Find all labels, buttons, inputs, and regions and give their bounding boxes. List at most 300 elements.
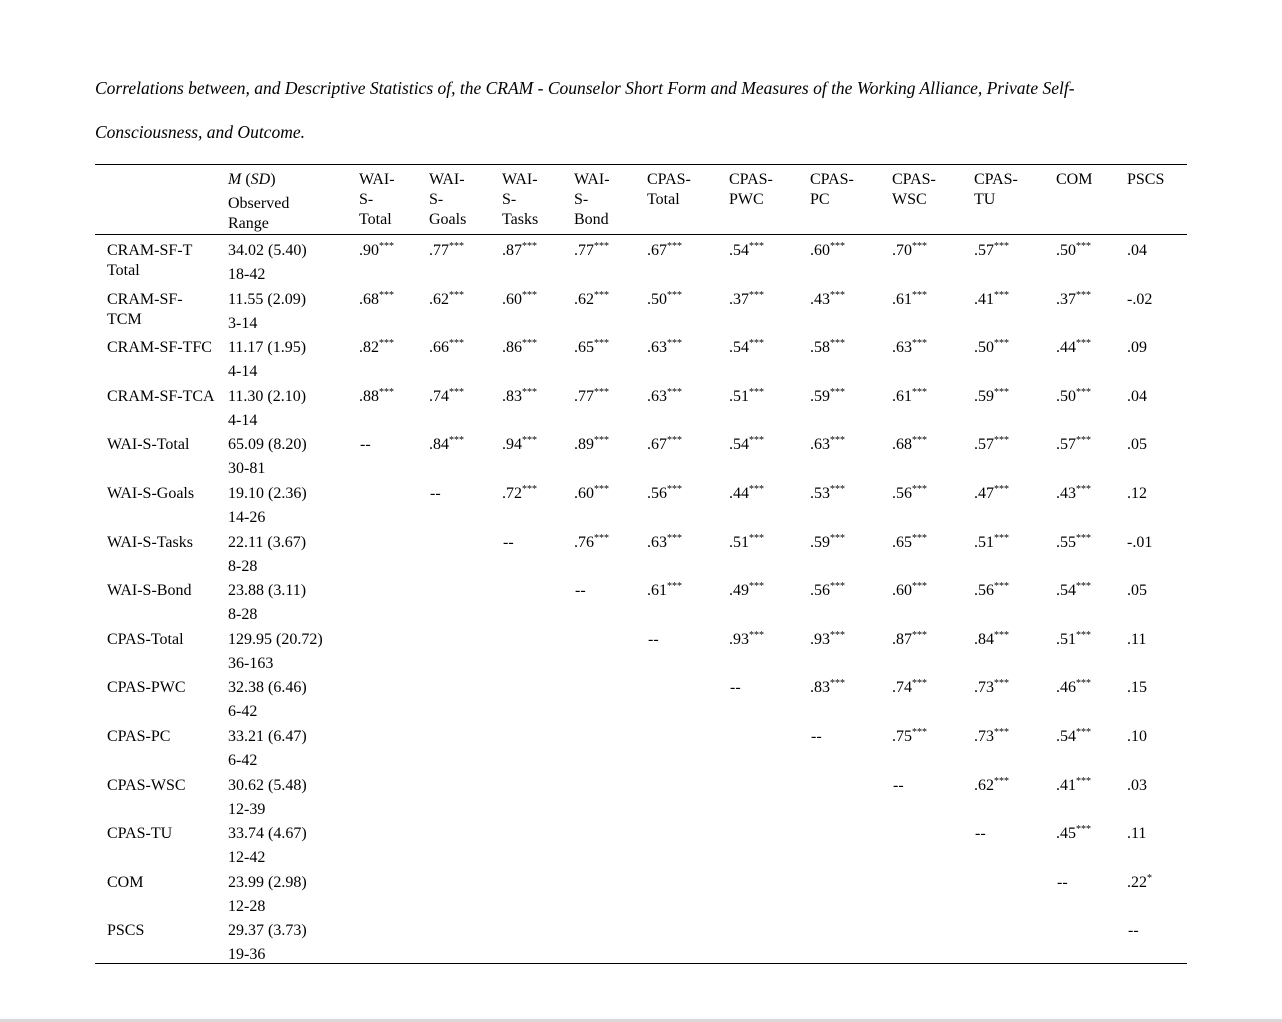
table-row xyxy=(0,630,1282,678)
correlation-value: .22 xyxy=(1127,873,1147,891)
correlation-cell xyxy=(502,484,537,504)
descriptive-stats xyxy=(228,727,307,771)
correlation-cell xyxy=(1127,824,1146,844)
correlation-cell xyxy=(647,290,682,310)
correlation-value: .45 xyxy=(1056,825,1076,843)
correlation-value: .67 xyxy=(647,242,667,259)
correlation-cell xyxy=(1127,630,1146,650)
correlation-value: .68 xyxy=(892,436,912,454)
correlation-cell xyxy=(810,338,845,358)
descriptive-stats xyxy=(228,581,306,625)
correlation-value: -- xyxy=(1128,922,1139,940)
correlation-value: -- xyxy=(360,436,371,454)
correlation-value: .67 xyxy=(647,436,667,454)
significance-marker: *** xyxy=(522,338,537,350)
table-row xyxy=(0,776,1282,824)
significance-marker: *** xyxy=(522,435,537,447)
row-label: CPAS-Total xyxy=(107,630,184,648)
correlation-value: .65 xyxy=(574,339,594,357)
correlation-cell xyxy=(974,435,1009,455)
correlation-cell xyxy=(574,533,609,553)
sd-symbol: SD xyxy=(250,171,271,188)
correlation-cell xyxy=(893,776,904,796)
correlation-cell xyxy=(1056,387,1091,407)
significance-marker: *** xyxy=(667,581,682,593)
significance-marker: *** xyxy=(830,386,845,398)
row-label: PSCS xyxy=(107,922,145,940)
significance-marker: *** xyxy=(667,338,682,350)
correlation-cell xyxy=(1056,824,1091,844)
significance-marker: *** xyxy=(912,435,927,447)
correlation-cell xyxy=(892,241,927,261)
correlation-cell xyxy=(892,727,927,747)
correlation-cell xyxy=(729,630,764,650)
correlation-cell xyxy=(574,484,609,504)
table-row xyxy=(0,581,1282,629)
observed-range-value: 12-28 xyxy=(228,897,266,915)
significance-marker: *** xyxy=(449,338,464,350)
correlation-value: .03 xyxy=(1127,776,1147,794)
significance-marker: *** xyxy=(1076,532,1091,544)
caption-line-2: Consciousness, and Outcome. xyxy=(95,122,305,142)
correlation-value: .59 xyxy=(810,533,830,551)
correlation-cell xyxy=(729,241,764,261)
correlation-value: .53 xyxy=(810,485,830,502)
correlation-value: .54 xyxy=(729,242,749,259)
correlation-cell xyxy=(892,387,927,407)
significance-marker: *** xyxy=(830,435,845,447)
descriptive-stats xyxy=(228,678,307,722)
caption-line-1: Correlations between, and Descriptive Statistics of, the CRAM - Counselor Short Form and Measures of the Working Alliance, Private Self- xyxy=(95,78,1075,98)
column-header-text: WAI- xyxy=(429,171,465,188)
significance-marker: *** xyxy=(994,727,1009,738)
mean-sd-value: 33.21 (6.47) xyxy=(228,728,307,745)
significance-marker: *** xyxy=(830,581,845,593)
correlation-cell xyxy=(1128,921,1139,941)
correlation-value: .55 xyxy=(1056,533,1076,551)
descriptive-stats xyxy=(228,921,307,965)
table-row xyxy=(0,387,1282,435)
correlation-value: .58 xyxy=(810,339,830,357)
correlation-cell xyxy=(729,484,764,504)
correlation-cell xyxy=(359,338,394,358)
significance-marker: *** xyxy=(994,386,1009,398)
row-label: WAI-S-Tasks xyxy=(107,533,193,551)
correlation-value: .61 xyxy=(892,290,912,308)
correlation-cell xyxy=(892,678,927,698)
correlation-value: .37 xyxy=(729,290,749,308)
significance-marker: *** xyxy=(449,435,464,447)
correlation-cell xyxy=(647,435,682,455)
correlation-cell xyxy=(810,387,845,407)
observed-range-value: 6-42 xyxy=(228,703,258,721)
significance-marker: *** xyxy=(994,581,1009,593)
correlation-cell xyxy=(974,338,1009,358)
column-header-text: WAI- xyxy=(502,171,538,188)
significance-marker: *** xyxy=(667,241,682,252)
correlation-value: .11 xyxy=(1127,630,1147,648)
row-label: CPAS-WSC xyxy=(107,776,186,794)
significance-marker: *** xyxy=(994,241,1009,252)
correlation-cell xyxy=(647,533,682,553)
row-label: CRAM-SF-TFC xyxy=(107,339,212,357)
column-header-text: PWC xyxy=(729,191,764,208)
column-header xyxy=(647,170,691,210)
correlation-value: .09 xyxy=(1127,339,1147,357)
significance-marker: *** xyxy=(667,435,682,447)
table-row xyxy=(0,921,1282,969)
correlation-value: .44 xyxy=(1056,339,1076,357)
significance-marker: *** xyxy=(379,241,394,252)
correlation-cell xyxy=(502,435,537,455)
correlation-cell xyxy=(1127,290,1152,310)
correlation-value: .57 xyxy=(974,242,994,259)
significance-marker: *** xyxy=(594,241,609,252)
significance-marker: *** xyxy=(379,386,394,398)
correlation-value: .63 xyxy=(647,339,667,357)
observed-range-value: 4-14 xyxy=(228,411,258,429)
correlation-cell xyxy=(647,581,682,601)
row-label: WAI-S-Total xyxy=(107,436,190,454)
correlation-value: -.01 xyxy=(1127,533,1153,551)
significance-marker: *** xyxy=(830,241,845,252)
significance-marker: *** xyxy=(830,629,845,641)
column-header-text: CPAS- xyxy=(810,171,854,188)
correlation-cell xyxy=(429,435,464,455)
correlation-value: .56 xyxy=(892,485,912,502)
significance-marker: *** xyxy=(594,386,609,398)
correlation-value: .59 xyxy=(974,387,994,405)
significance-marker: *** xyxy=(749,435,764,447)
mean-sd-value: 22.11 (3.67) xyxy=(228,533,307,551)
correlation-cell xyxy=(810,435,845,455)
correlation-value: .89 xyxy=(574,436,594,454)
significance-marker: *** xyxy=(449,386,464,398)
correlation-value: .63 xyxy=(892,339,912,357)
table-row xyxy=(0,533,1282,581)
column-header xyxy=(574,170,610,230)
observed-range-value: 8-28 xyxy=(228,606,258,624)
observed-range-value: 6-42 xyxy=(228,752,258,769)
correlation-value: .54 xyxy=(729,339,749,357)
significance-marker: *** xyxy=(912,581,927,593)
correlation-value: .62 xyxy=(574,290,594,308)
column-header-text: CPAS- xyxy=(647,171,691,188)
significance-marker: *** xyxy=(912,289,927,301)
significance-marker: *** xyxy=(1076,338,1091,350)
significance-marker: *** xyxy=(912,338,927,350)
correlation-value: .65 xyxy=(892,533,912,551)
correlation-cell xyxy=(359,241,394,261)
correlation-value: .11 xyxy=(1127,825,1147,843)
correlation-cell xyxy=(574,338,609,358)
significance-marker: *** xyxy=(912,629,927,641)
row-label: CPAS-PC xyxy=(107,728,171,745)
correlation-cell xyxy=(1057,873,1068,893)
significance-marker: *** xyxy=(749,581,764,593)
correlation-value: .60 xyxy=(574,485,594,502)
correlation-cell xyxy=(647,387,682,407)
observed-range-value: 19-36 xyxy=(228,946,266,964)
mean-sd-value: 30.62 (5.48) xyxy=(228,776,307,794)
correlation-cell xyxy=(810,581,845,601)
significance-marker: *** xyxy=(594,435,609,447)
column-header xyxy=(729,170,773,210)
correlation-cell xyxy=(810,630,845,650)
mean-sd-value: 129.95 (20.72) xyxy=(228,630,323,648)
significance-marker: *** xyxy=(994,338,1009,350)
mean-symbol: M xyxy=(228,171,242,188)
observed-range-value: 8-28 xyxy=(228,557,258,575)
column-header xyxy=(1127,170,1164,190)
correlation-value: .94 xyxy=(502,436,522,454)
significance-marker: *** xyxy=(594,338,609,350)
descriptive-stats xyxy=(228,484,307,528)
significance-marker: *** xyxy=(912,386,927,398)
correlation-cell xyxy=(811,727,822,747)
correlation-cell xyxy=(1127,533,1152,553)
correlation-value: .87 xyxy=(502,242,522,259)
significance-marker: *** xyxy=(749,532,764,544)
correlation-value: .63 xyxy=(810,436,830,454)
correlation-cell xyxy=(503,533,514,553)
significance-marker: *** xyxy=(749,289,764,301)
significance-marker: *** xyxy=(994,678,1009,690)
correlation-cell xyxy=(1127,435,1147,455)
correlation-cell xyxy=(1127,678,1147,698)
row-label: COM xyxy=(107,873,144,891)
correlation-cell xyxy=(974,727,1009,747)
correlation-value: .37 xyxy=(1056,290,1076,308)
correlation-value: .70 xyxy=(892,242,912,259)
column-header xyxy=(810,170,854,210)
correlation-cell xyxy=(648,630,659,650)
correlation-cell xyxy=(1056,581,1091,601)
mean-sd-value: 65.09 (8.20) xyxy=(228,436,307,454)
correlation-value: .51 xyxy=(1056,630,1076,648)
correlation-cell xyxy=(574,435,609,455)
correlation-value: .73 xyxy=(974,679,994,697)
descriptives-column-header: M (SD) Observed Range xyxy=(228,171,290,232)
correlation-value: .90 xyxy=(359,242,379,259)
correlation-cell xyxy=(892,435,927,455)
descriptive-stats xyxy=(228,776,307,820)
correlation-value: -.02 xyxy=(1127,290,1153,308)
correlation-value: .83 xyxy=(810,679,830,697)
column-header xyxy=(1056,170,1092,190)
descriptive-stats xyxy=(228,824,307,868)
correlation-value: .77 xyxy=(574,242,594,259)
significance-marker: *** xyxy=(1076,727,1091,738)
correlation-value: .63 xyxy=(647,387,667,405)
correlation-cell xyxy=(975,824,986,844)
correlation-cell xyxy=(810,533,845,553)
correlation-value: .51 xyxy=(729,387,749,405)
observed-range-value: 12-39 xyxy=(228,800,266,818)
correlation-value: .61 xyxy=(892,387,912,405)
correlation-cell xyxy=(1127,387,1147,407)
significance-marker: *** xyxy=(912,727,927,738)
correlation-value: .54 xyxy=(729,436,749,454)
correlation-value: .50 xyxy=(1056,387,1076,405)
correlation-cell xyxy=(729,581,764,601)
correlation-value: -- xyxy=(503,533,514,551)
correlation-value: .76 xyxy=(574,533,594,551)
significance-marker: *** xyxy=(1076,678,1091,690)
significance-marker: *** xyxy=(1076,435,1091,447)
significance-marker: *** xyxy=(594,289,609,301)
column-header-text: WAI- xyxy=(574,171,610,188)
significance-marker: *** xyxy=(749,484,764,495)
correlation-value: .57 xyxy=(1056,436,1076,454)
correlation-cell xyxy=(1056,290,1091,310)
correlation-cell xyxy=(647,338,682,358)
mean-sd-value: 11.30 (2.10) xyxy=(228,387,307,405)
column-header-text: Total xyxy=(647,191,680,208)
correlation-cell xyxy=(575,581,586,601)
correlation-value: .10 xyxy=(1127,728,1147,745)
correlation-value: .82 xyxy=(359,339,379,357)
correlation-value: .74 xyxy=(429,387,449,405)
column-header-text: WAI- xyxy=(359,171,395,188)
significance-marker: *** xyxy=(522,289,537,301)
column-header-text: Goals xyxy=(429,211,467,228)
column-header-text: Bond xyxy=(574,211,609,228)
correlation-cell xyxy=(502,290,537,310)
significance-marker: *** xyxy=(1076,289,1091,301)
significance-marker: *** xyxy=(594,532,609,544)
significance-marker: *** xyxy=(994,532,1009,544)
column-header-text: S- xyxy=(502,191,517,208)
correlation-value: -- xyxy=(811,728,822,745)
significance-marker: *** xyxy=(379,289,394,301)
table-caption xyxy=(95,66,1195,154)
correlation-value: .54 xyxy=(1056,728,1076,745)
column-header-text: PSCS xyxy=(1127,171,1165,188)
descriptive-stats xyxy=(228,435,307,479)
significance-marker: *** xyxy=(994,435,1009,447)
correlation-cell xyxy=(1056,484,1091,504)
significance-marker: *** xyxy=(1076,241,1091,252)
correlation-cell xyxy=(729,338,764,358)
row-label: CRAM-SF-TCM xyxy=(107,290,183,328)
significance-marker: *** xyxy=(449,241,464,252)
correlation-cell xyxy=(892,533,927,553)
range-label-1: Observed xyxy=(228,195,290,212)
correlation-cell xyxy=(429,241,464,261)
significance-marker: *** xyxy=(830,289,845,301)
correlation-value: .56 xyxy=(647,485,667,502)
significance-marker: *** xyxy=(830,678,845,690)
correlation-cell xyxy=(1056,727,1091,747)
correlation-cell xyxy=(729,533,764,553)
row-label: CRAM-SF-TCA xyxy=(107,387,215,405)
table-row xyxy=(0,290,1282,338)
table-row xyxy=(0,338,1282,386)
column-header-text: PC xyxy=(810,191,830,208)
correlation-value: .50 xyxy=(974,339,994,357)
correlation-cell xyxy=(729,290,764,310)
correlation-value: .93 xyxy=(810,630,830,648)
mean-sd-value: 29.37 (3.73) xyxy=(228,922,307,940)
correlation-value: .66 xyxy=(429,339,449,357)
correlation-value: .15 xyxy=(1127,679,1147,697)
significance-marker: *** xyxy=(1076,775,1091,787)
correlation-cell xyxy=(974,776,1009,796)
correlation-cell xyxy=(892,630,927,650)
table-row xyxy=(0,678,1282,726)
mean-sd-value: 23.99 (2.98) xyxy=(228,873,307,891)
correlation-cell xyxy=(1127,338,1147,358)
significance-marker: *** xyxy=(1076,629,1091,641)
correlation-value: .61 xyxy=(647,582,667,600)
column-header-text: S- xyxy=(574,191,589,208)
mean-sd-value: 33.74 (4.67) xyxy=(228,825,307,843)
correlation-cell xyxy=(892,581,927,601)
correlation-value: .77 xyxy=(429,242,449,259)
correlation-value: .63 xyxy=(647,533,667,551)
significance-marker: *** xyxy=(522,386,537,398)
descriptive-stats xyxy=(228,290,306,334)
mean-sd-value: 19.10 (2.36) xyxy=(228,485,307,502)
mean-sd-value: 32.38 (6.46) xyxy=(228,679,307,697)
significance-marker: *** xyxy=(667,289,682,301)
correlation-value: .62 xyxy=(429,290,449,308)
correlation-cell xyxy=(974,484,1009,504)
column-header-text: S- xyxy=(429,191,444,208)
column-header-text: WSC xyxy=(892,191,927,208)
correlation-value: .05 xyxy=(1127,582,1147,600)
descriptive-stats xyxy=(228,630,323,674)
correlation-value: .62 xyxy=(974,776,994,794)
correlation-value: .84 xyxy=(974,630,994,648)
correlation-value: .05 xyxy=(1127,436,1147,454)
correlation-cell xyxy=(810,241,845,261)
correlation-value: .51 xyxy=(729,533,749,551)
observed-range-value: 4-14 xyxy=(228,363,258,381)
correlation-cell xyxy=(729,387,764,407)
correlation-cell xyxy=(729,435,764,455)
significance-marker: *** xyxy=(379,338,394,350)
correlation-value: .50 xyxy=(647,290,667,308)
column-header-text: CPAS- xyxy=(974,171,1018,188)
table-row xyxy=(0,727,1282,775)
significance-marker: * xyxy=(1147,872,1152,884)
significance-marker: *** xyxy=(667,484,682,495)
correlation-cell xyxy=(1127,776,1147,796)
significance-marker: *** xyxy=(994,629,1009,641)
significance-marker: *** xyxy=(749,241,764,252)
correlation-value: -- xyxy=(430,485,441,502)
table-row xyxy=(0,435,1282,483)
observed-range-value: 30-81 xyxy=(228,460,266,478)
correlation-value: .83 xyxy=(502,387,522,405)
mean-sd-value: 23.88 (3.11) xyxy=(228,582,307,600)
row-label: WAI-S-Goals xyxy=(107,485,195,502)
significance-marker: *** xyxy=(994,289,1009,301)
correlation-value: .87 xyxy=(892,630,912,648)
correlation-cell xyxy=(574,290,609,310)
significance-marker: *** xyxy=(667,386,682,398)
correlation-value: -- xyxy=(730,679,741,697)
correlation-value: .73 xyxy=(974,728,994,745)
correlation-cell xyxy=(810,484,845,504)
correlation-value: .56 xyxy=(974,582,994,600)
significance-marker: *** xyxy=(830,484,845,495)
column-header-text: TU xyxy=(974,191,996,208)
correlation-cell xyxy=(810,678,845,698)
correlation-cell xyxy=(1127,241,1147,261)
